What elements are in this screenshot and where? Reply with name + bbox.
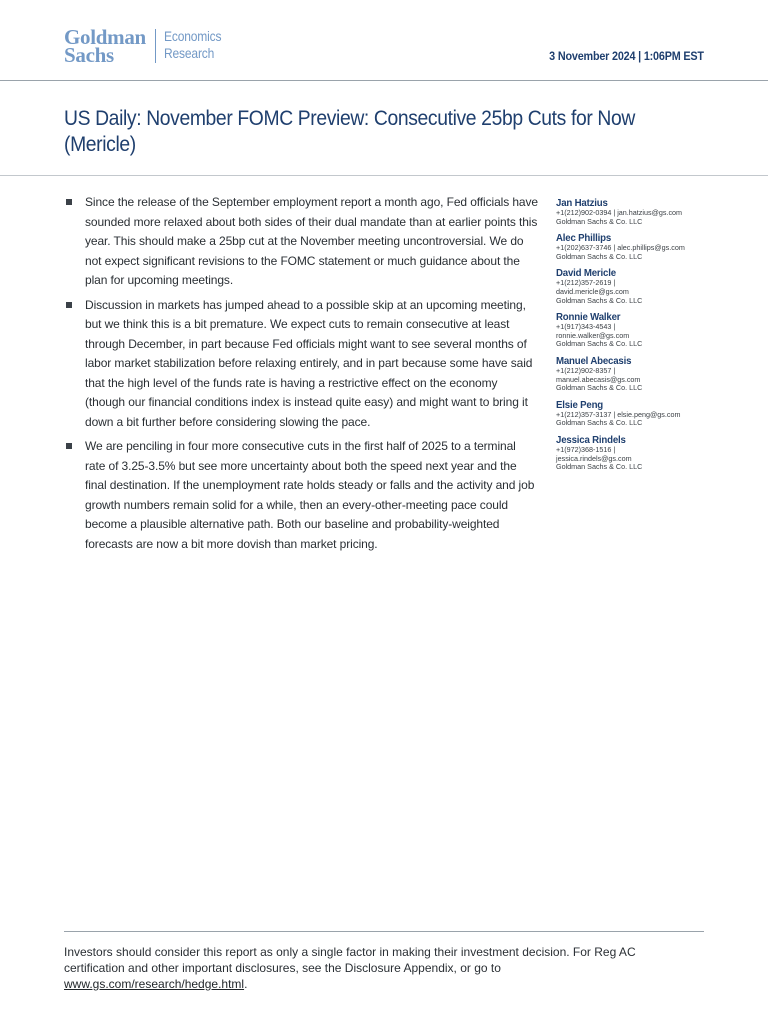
bullet-text: We are penciling in four more consecutive cuts in the first half of 2025 to a terminal rate of 3.25-3.5% but see more uncertainty about both the speed next year and the final destination. If the unemployment rate holds steady or falls and the activity and job growth numbers remain solid for a while, then an every-other-meeting pace could become a plausible alternative path. Both our baseline and probability-weighted forecasts are now a bit more dovish than market pricing. xyxy=(85,439,535,551)
author-name[interactable]: Jan Hatzius xyxy=(556,197,608,209)
author-name[interactable]: Elsie Peng xyxy=(556,398,604,411)
author-firm: Goldman Sachs & Co. LLC xyxy=(556,295,643,305)
summary-bullets xyxy=(64,193,538,559)
author-phone: +1(972)368-1516 | xyxy=(556,444,616,454)
goldman-sachs-logo xyxy=(64,25,231,67)
author-contact[interactable]: +1(202)637-3746 | alec.phillips@gs.com xyxy=(556,243,685,253)
author-email[interactable]: ronnie.walker@gs.com xyxy=(556,330,630,340)
author-firm: Goldman Sachs & Co. LLC xyxy=(556,251,643,261)
author-entry xyxy=(556,434,716,472)
bullet-item xyxy=(64,437,538,554)
author-firm: Goldman Sachs & Co. LLC xyxy=(556,216,643,226)
logo-unit-line-1: Economics xyxy=(163,28,222,44)
header-divider xyxy=(0,80,768,81)
author-email[interactable]: david.mericle@gs.com xyxy=(556,286,629,296)
authors-sidebar xyxy=(556,197,716,478)
author-phone: +1(212)357-2619 | xyxy=(556,278,616,288)
author-name[interactable]: Alec Phillips xyxy=(556,232,612,245)
bullet-square-icon xyxy=(66,443,72,449)
author-name[interactable]: David Mericle xyxy=(556,267,616,280)
author-firm: Goldman Sachs & Co. LLC xyxy=(556,418,643,428)
author-contact[interactable]: +1(212)357-3137 | elsie.peng@gs.com xyxy=(556,409,681,419)
author-entry xyxy=(556,232,716,261)
logo-unit-line-2: Research xyxy=(163,45,215,61)
author-phone: +1(212)902-8357 | xyxy=(556,365,616,375)
author-entry xyxy=(556,267,716,305)
author-entry xyxy=(556,399,716,428)
disclosure-footer xyxy=(64,944,694,992)
author-entry xyxy=(556,197,716,226)
bullet-square-icon xyxy=(66,199,72,205)
report-title: US Daily: November FOMC Preview: Consecutive 25bp Cuts for Now (Mericle) xyxy=(64,107,635,156)
author-entry xyxy=(556,311,716,349)
disclosure-trailing: . xyxy=(244,977,248,991)
author-name[interactable]: Manuel Abecasis xyxy=(556,354,632,367)
author-email[interactable]: jessica.rindels@gs.com xyxy=(556,453,632,463)
report-date: 3 November 2024 | 1:06PM EST xyxy=(549,49,704,63)
author-phone: +1(917)343-4543 | xyxy=(556,322,616,332)
bullet-text: Discussion in markets has jumped ahead to a possible skip at an upcoming meeting, but we think this is a bit premature. We expect cuts to remain consecutive at least through December, in part because Fed officials might want to see several months of labor market stabilization before relaxing entirely, and in part because some have said that the high level of the funds rate is having a restrictive effect on the economy (though our financial conditions index is instead quite easy) and might want to bring it down a bit further before considering slowing the pace. xyxy=(85,297,533,429)
logo-wordmark xyxy=(64,25,146,67)
author-entry xyxy=(556,355,716,393)
disclosure-link[interactable]: www.gs.com/research/hedge.html xyxy=(64,977,245,991)
disclosure-text: Investors should consider this report as only a single factor in making their investment decision. For Reg AC certification and other important disclosures, see the Disclosure Appendix, or go to xyxy=(64,945,636,975)
bullet-text: Since the release of the September employment report a month ago, Fed officials have sounded more relaxed about both sides of their dual mandate than at earlier points this year. This should make a 25bp cut at the November meeting uncontroversial. We do not expect significant revisions to the FOMC statement or much guidance about the plan for upcoming meetings. xyxy=(85,195,538,287)
author-firm: Goldman Sachs & Co. LLC xyxy=(556,339,643,349)
bullet-square-icon xyxy=(66,302,72,308)
footer-divider xyxy=(64,931,704,932)
title-divider xyxy=(0,175,768,176)
logo-unit xyxy=(164,28,221,62)
author-firm: Goldman Sachs & Co. LLC xyxy=(556,462,643,472)
logo-divider xyxy=(155,29,156,63)
bullet-item xyxy=(64,296,538,433)
author-contact[interactable]: +1(212)902-0394 | jan.hatzius@gs.com xyxy=(556,208,683,217)
logo-line-1: Goldman xyxy=(64,25,146,49)
author-name[interactable]: Jessica Rindels xyxy=(556,433,626,446)
author-name[interactable]: Ronnie Walker xyxy=(556,311,621,324)
author-email[interactable]: manuel.abecasis@gs.com xyxy=(556,374,641,384)
logo-line-2: Sachs xyxy=(64,43,114,67)
author-firm: Goldman Sachs & Co. LLC xyxy=(556,383,643,393)
bullet-item xyxy=(64,193,538,291)
